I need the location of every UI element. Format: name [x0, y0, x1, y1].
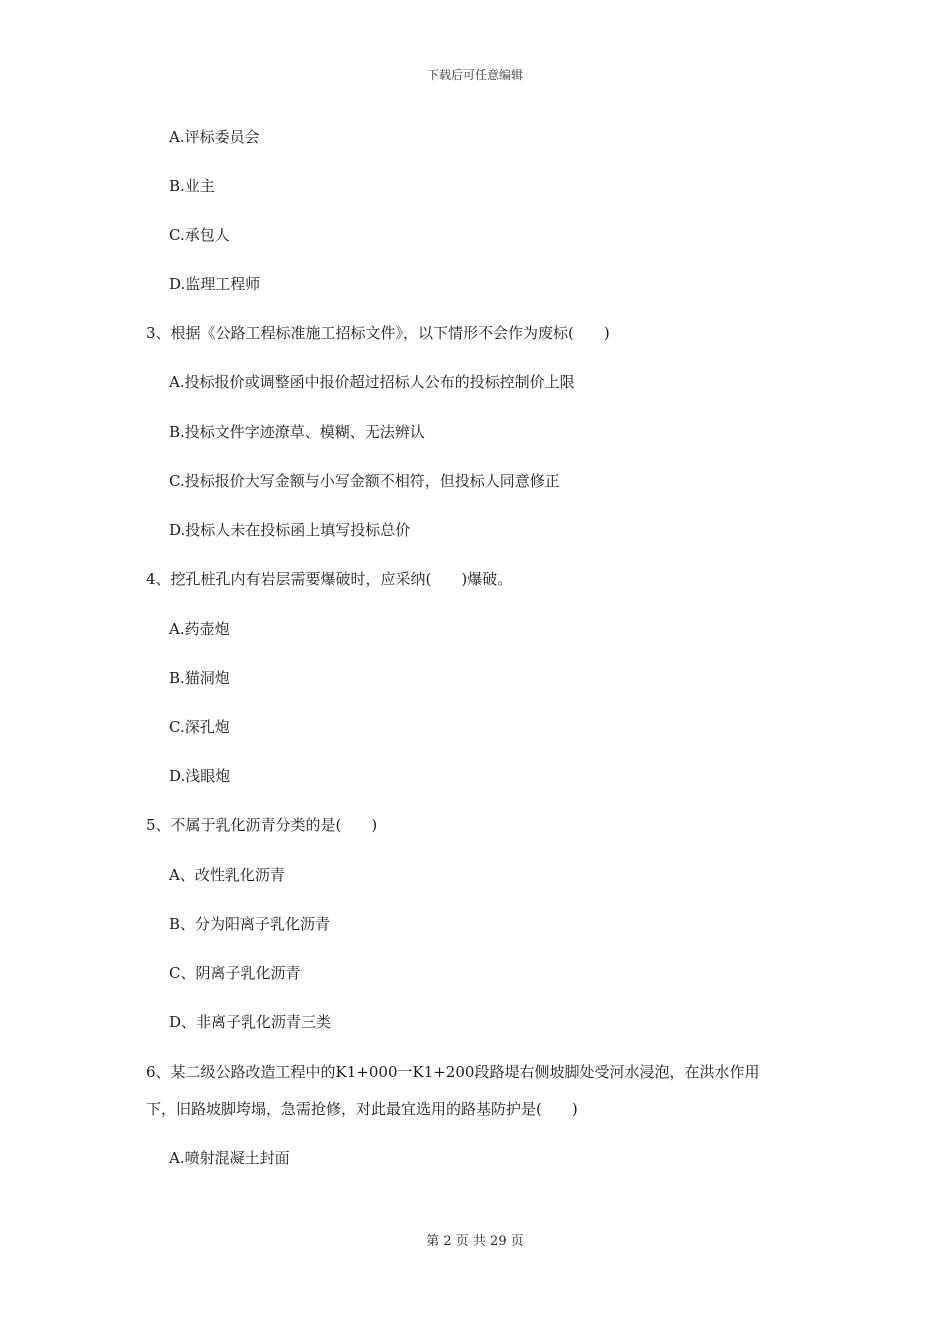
q4-option-a: A.药壶炮: [169, 620, 230, 638]
q4-option-b: B.猫洞炮: [169, 669, 230, 687]
q5-option-b: B、分为阳离子乳化沥青: [169, 915, 331, 933]
q3-option-d: D.投标人未在投标函上填写投标总价: [169, 521, 411, 539]
page-header: 下载后可任意编辑: [426, 68, 523, 82]
q5-option-d: D、非离子乳化沥青三类: [169, 1013, 332, 1031]
q3-stem: 3、根据《公路工程标准施工招标文件》，以下情形不会作为废标( ): [146, 324, 610, 342]
q4-stem: 4、挖孔桩孔内有岩层需要爆破时，应采纳( )爆破。: [146, 570, 513, 588]
q4-option-c: C.深孔炮: [169, 718, 230, 736]
q2-option-c: C.承包人: [169, 226, 230, 244]
q5-stem: 5、不属于乳化沥青分类的是( ): [146, 816, 378, 834]
q2-option-d: D.监理工程师: [169, 275, 261, 293]
q6-option-a: A.喷射混凝土封面: [169, 1149, 290, 1167]
q6-stem-line-2: 下，旧路坡脚垮塌，急需抢修，对此最宜选用的路基防护是( ): [146, 1100, 578, 1118]
q6-stem-line-1: 6、某二级公路改造工程中的K1+000一K1+200段路堤右侧坡脚处受河水浸泡，在洪水作用: [146, 1063, 760, 1081]
q4-option-d: D.浅眼炮: [169, 767, 231, 785]
q3-option-a: A.投标报价或调整函中报价超过招标人公布的投标控制价上限: [169, 373, 575, 391]
q2-option-b: B.业主: [169, 177, 215, 195]
q5-option-c: C、阴离子乳化沥青: [169, 964, 301, 982]
q5-option-a: A、改性乳化沥青: [169, 866, 285, 884]
q2-option-a: A.评标委员会: [169, 128, 260, 146]
page-footer: 第 2 页 共 29 页: [426, 1234, 524, 1249]
q3-option-c: C.投标报价大写金额与小写金额不相符，但投标人同意修正: [169, 472, 560, 490]
q3-option-b: B.投标文件字迹潦草、模糊、无法辨认: [169, 423, 425, 441]
